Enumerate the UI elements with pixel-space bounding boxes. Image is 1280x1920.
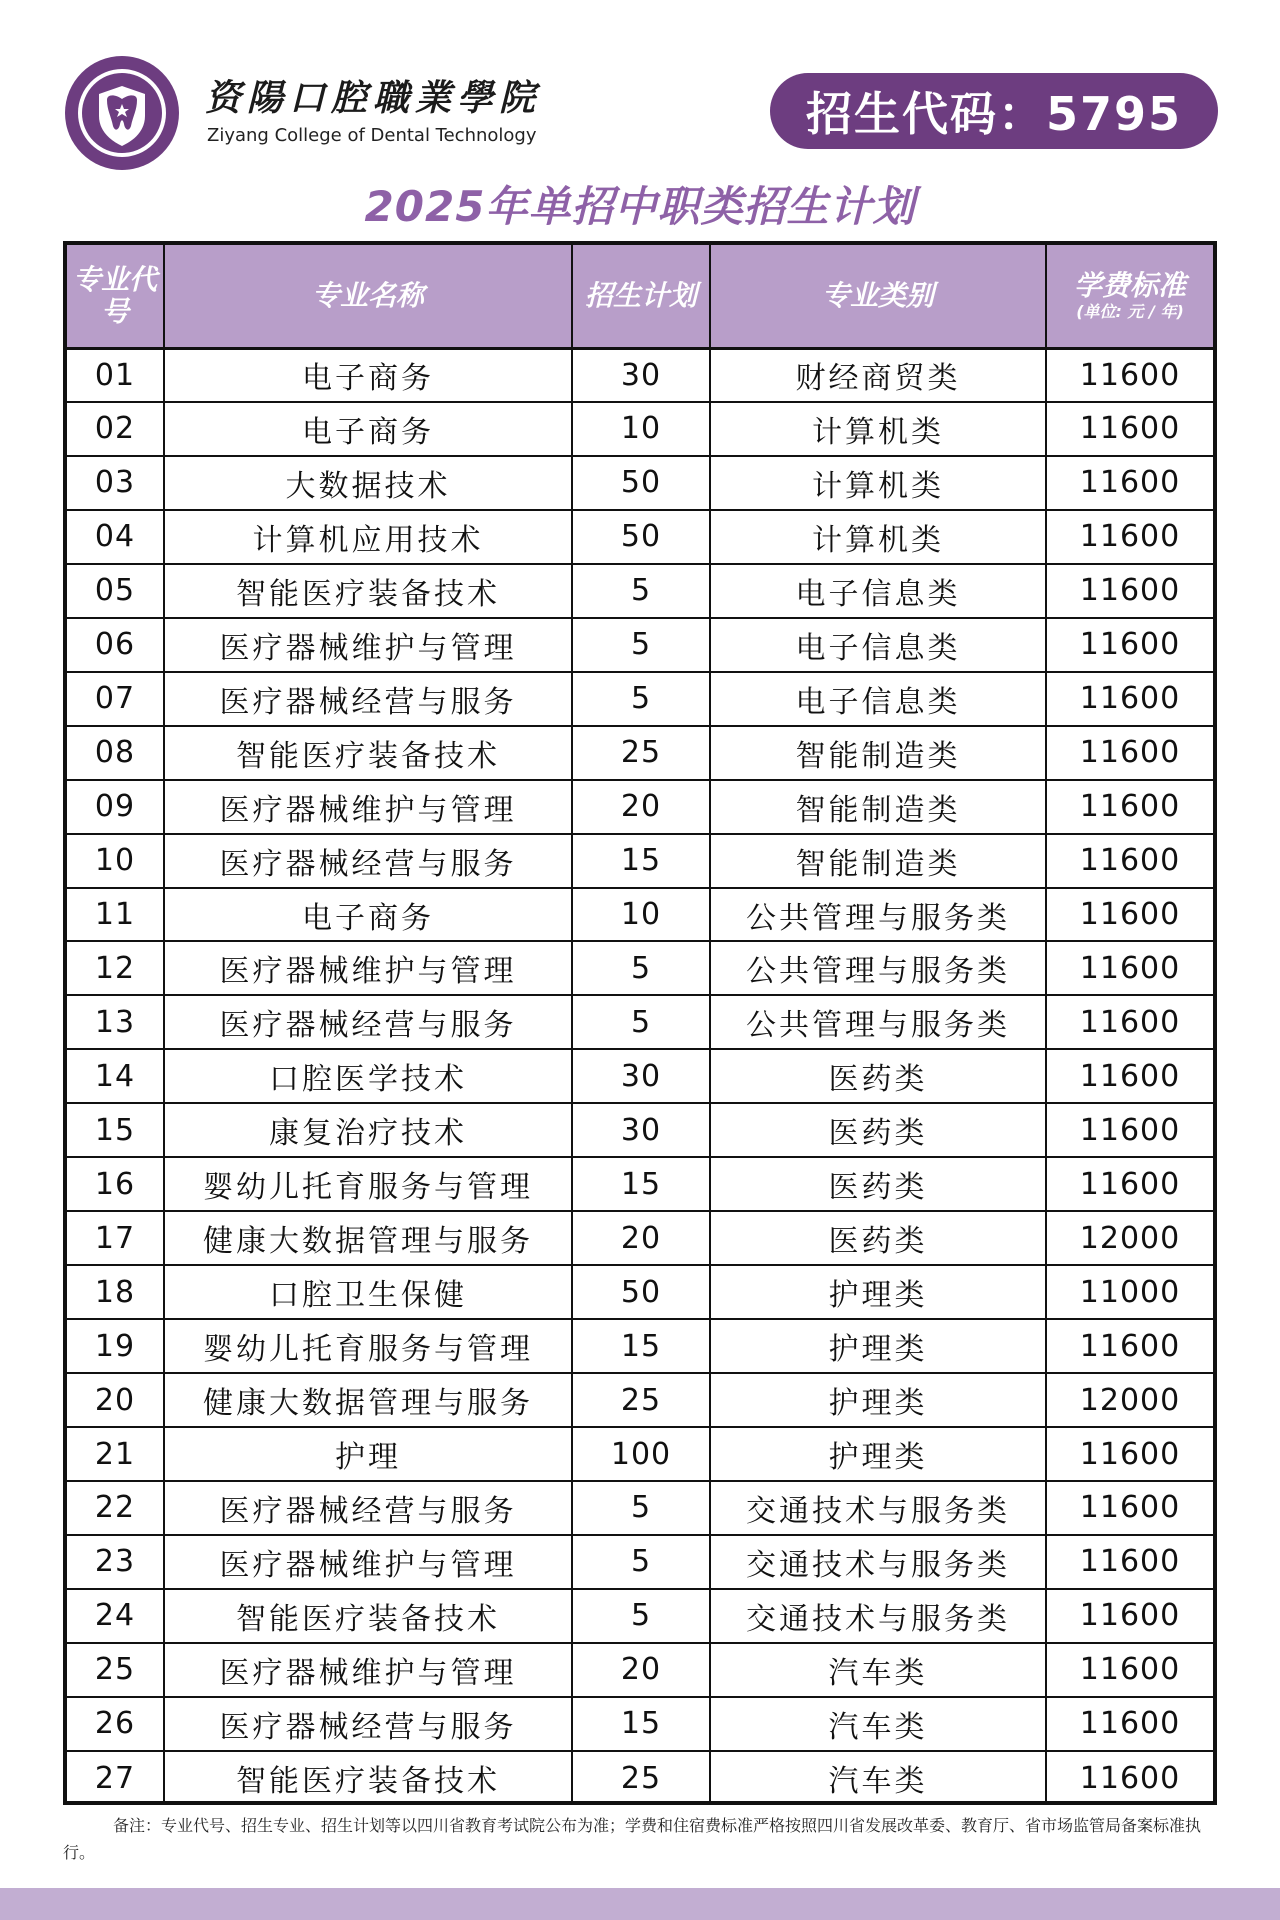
cell-category: 计算机类 (710, 402, 1046, 456)
table-row (67, 510, 1213, 564)
cell-name: 医疗器械维护与管理 (164, 941, 572, 995)
table-row (67, 1751, 1213, 1805)
cell-name: 医疗器械维护与管理 (164, 780, 572, 834)
table-row (67, 1157, 1213, 1211)
tooth-shield-logo-icon (63, 54, 181, 172)
cell-fee: 11600 (1046, 1643, 1213, 1697)
cell-category: 交通技术与服务类 (710, 1535, 1046, 1589)
table-row (67, 1211, 1213, 1265)
table-row (67, 1481, 1213, 1535)
cell-code: 02 (67, 402, 164, 456)
cell-plan: 5 (572, 1589, 710, 1643)
cell-name: 护理 (164, 1427, 572, 1481)
cell-fee: 11600 (1046, 1481, 1213, 1535)
cell-category: 公共管理与服务类 (710, 941, 1046, 995)
cell-plan: 50 (572, 510, 710, 564)
table-body (67, 348, 1213, 1805)
cell-plan: 15 (572, 834, 710, 888)
table-header-row (67, 245, 1213, 348)
cell-fee: 11000 (1046, 1265, 1213, 1319)
cell-fee: 11600 (1046, 1049, 1213, 1103)
cell-plan: 30 (572, 1103, 710, 1157)
cell-plan: 25 (572, 1373, 710, 1427)
cell-code: 12 (67, 941, 164, 995)
cell-name: 计算机应用技术 (164, 510, 572, 564)
cell-code: 23 (67, 1535, 164, 1589)
header-category: 专业类别 (710, 245, 1046, 348)
cell-fee: 11600 (1046, 618, 1213, 672)
cell-code: 15 (67, 1103, 164, 1157)
table-row (67, 672, 1213, 726)
table-row (67, 1589, 1213, 1643)
cell-code: 19 (67, 1319, 164, 1373)
cell-name: 智能医疗装备技术 (164, 1589, 572, 1643)
cell-name: 大数据技术 (164, 456, 572, 510)
cell-code: 11 (67, 888, 164, 942)
cell-fee: 11600 (1079, 1760, 1181, 1796)
cell-name: 医疗器械经营与服务 (164, 1697, 572, 1751)
cell-fee: 11600 (1046, 348, 1213, 402)
cell-code: 06 (67, 618, 164, 672)
cell-category: 交通技术与服务类 (710, 1589, 1046, 1643)
cell-plan: 10 (572, 402, 710, 456)
cell-code: 09 (67, 780, 164, 834)
cell-code: 24 (67, 1589, 164, 1643)
cell-plan: 5 (572, 564, 710, 618)
cell-category: 电子信息类 (710, 672, 1046, 726)
cell-fee: 11600 (1046, 941, 1213, 995)
cell-name: 电子商务 (164, 888, 572, 942)
cell-fee: 11600 (1046, 510, 1213, 564)
cell-fee: 11600 (1046, 726, 1213, 780)
cell-name: 医疗器械经营与服务 (164, 834, 572, 888)
table-row (67, 1319, 1213, 1373)
cell-plan: 5 (572, 1535, 710, 1589)
cell-fee: 11600 (1046, 1427, 1213, 1481)
cell-plan: 25 (572, 1751, 710, 1805)
cell-category: 计算机类 (710, 510, 1046, 564)
cell-fee: 11600 (1046, 1697, 1213, 1751)
cell-name: 医疗器械维护与管理 (164, 1535, 572, 1589)
cell-fee: 12000 (1046, 1373, 1213, 1427)
cell-fee: 12000 (1046, 1211, 1213, 1265)
cell-name: 医疗器械经营与服务 (164, 995, 572, 1049)
table-row (67, 1103, 1213, 1157)
cell-plan: 5 (572, 1481, 710, 1535)
cell-code: 17 (67, 1211, 164, 1265)
cell-fee: 11600 (1046, 834, 1213, 888)
cell-category: 医药类 (710, 1157, 1046, 1211)
cell-fee: 11600 (1046, 995, 1213, 1049)
cell-fee: 11600 (1046, 672, 1213, 726)
cell-plan: 15 (572, 1697, 710, 1751)
table-row (67, 1265, 1213, 1319)
table-row (67, 1697, 1213, 1751)
table-row (67, 726, 1213, 780)
header-fee-unit: (单位: 元 / 年) (1076, 301, 1184, 321)
cell-plan: 50 (572, 456, 710, 510)
school-name-english: Ziyang College of Dental Technology (207, 125, 537, 146)
cell-category: 医药类 (710, 1103, 1046, 1157)
table-row (67, 1535, 1213, 1589)
cell-name: 康复治疗技术 (164, 1103, 572, 1157)
cell-plan: 20 (572, 780, 710, 834)
cell-name: 婴幼儿托育服务与管理 (164, 1157, 572, 1211)
school-name-chinese: 资陽口腔職業學院 (205, 77, 542, 119)
cell-category: 计算机类 (710, 456, 1046, 510)
header-fee: 学费标准 (单位: 元 / 年) (1046, 245, 1213, 348)
cell-name: 智能医疗装备技术 (164, 564, 572, 618)
cell-category: 智能制造类 (710, 726, 1046, 780)
cell-fee: 11600 (1046, 564, 1213, 618)
plan-title: 2025年单招中职类招生计划 (364, 182, 916, 231)
cell-name: 婴幼儿托育服务与管理 (164, 1319, 572, 1373)
table-row (67, 941, 1213, 995)
table-row (67, 888, 1213, 942)
table-row (67, 1373, 1213, 1427)
cell-category: 医药类 (710, 1211, 1046, 1265)
cell-name: 电子商务 (164, 402, 572, 456)
cell-name: 智能医疗装备技术 (164, 1751, 572, 1805)
table-row (67, 1049, 1213, 1103)
cell-category: 护理类 (710, 1427, 1046, 1481)
cell-fee: 11600 (1046, 402, 1213, 456)
cell-category: 汽车类 (710, 1643, 1046, 1697)
cell-plan: 20 (572, 1211, 710, 1265)
cell-category: 汽车类 (710, 1751, 1046, 1805)
cell-code: 27 (67, 1751, 164, 1805)
cell-code: 16 (67, 1157, 164, 1211)
cell-fee: 11600 (1046, 1589, 1213, 1643)
cell-category: 智能制造类 (710, 780, 1046, 834)
table-row (67, 402, 1213, 456)
cell-category: 公共管理与服务类 (710, 888, 1046, 942)
cell-code: 25 (67, 1643, 164, 1697)
table-row (67, 1643, 1213, 1697)
cell-plan: 50 (572, 1265, 710, 1319)
cell-name: 口腔医学技术 (164, 1049, 572, 1103)
header-plan: 招生计划 (572, 245, 710, 348)
cell-code: 03 (67, 456, 164, 510)
cell-code: 13 (67, 995, 164, 1049)
cell-name: 健康大数据管理与服务 (164, 1211, 572, 1265)
cell-category: 交通技术与服务类 (710, 1481, 1046, 1535)
cell-name: 健康大数据管理与服务 (164, 1373, 572, 1427)
footer-band (0, 1888, 1280, 1920)
table-row (67, 1427, 1213, 1481)
cell-plan: 30 (572, 348, 710, 402)
cell-code: 04 (67, 510, 164, 564)
cell-code: 18 (67, 1265, 164, 1319)
cell-category: 护理类 (710, 1319, 1046, 1373)
cell-fee: 11600 (1046, 1535, 1213, 1589)
cell-name: 电子商务 (164, 348, 572, 402)
cell-category: 护理类 (710, 1373, 1046, 1427)
cell-category: 公共管理与服务类 (710, 995, 1046, 1049)
cell-fee: 11600 (1046, 1319, 1213, 1373)
table-row (67, 456, 1213, 510)
cell-plan: 20 (572, 1643, 710, 1697)
cell-plan: 10 (572, 888, 710, 942)
cell-fee: 11600 (1046, 888, 1213, 942)
cell-fee: 11600 (1046, 1157, 1213, 1211)
cell-category: 电子信息类 (710, 564, 1046, 618)
cell-name: 医疗器械经营与服务 (164, 1481, 572, 1535)
table-row (67, 618, 1213, 672)
enrollment-code-badge: 招生代码：5795 (770, 73, 1218, 149)
cell-plan: 5 (572, 672, 710, 726)
cell-plan: 25 (572, 726, 710, 780)
cell-plan: 5 (572, 618, 710, 672)
cell-plan: 100 (572, 1427, 710, 1481)
cell-name: 医疗器械维护与管理 (164, 618, 572, 672)
table-row (67, 564, 1213, 618)
header-name: 专业名称 (164, 245, 572, 348)
cell-code: 20 (67, 1373, 164, 1427)
cell-plan: 15 (572, 1157, 710, 1211)
cell-code: 01 (67, 348, 164, 402)
cell-plan: 5 (572, 941, 710, 995)
enrollment-table (63, 241, 1217, 1805)
cell-fee: 11600 (1046, 780, 1213, 834)
cell-category: 财经商贸类 (710, 348, 1046, 402)
cell-category: 汽车类 (710, 1697, 1046, 1751)
cell-category: 护理类 (710, 1265, 1046, 1319)
cell-name: 口腔卫生保健 (164, 1265, 572, 1319)
header-code: 专业代号 (67, 245, 164, 348)
cell-fee: 11600 (1046, 456, 1213, 510)
cell-name: 医疗器械经营与服务 (164, 672, 572, 726)
cell-category: 医药类 (710, 1049, 1046, 1103)
cell-fee: 11600 (1046, 1103, 1213, 1157)
cell-name: 医疗器械维护与管理 (164, 1643, 572, 1697)
cell-name: 智能医疗装备技术 (164, 726, 572, 780)
table-row (67, 995, 1213, 1049)
cell-code: 21 (67, 1427, 164, 1481)
cell-code: 14 (67, 1049, 164, 1103)
cell-plan: 30 (572, 1049, 710, 1103)
cell-code: 07 (67, 672, 164, 726)
table-row (67, 834, 1213, 888)
cell-code: 05 (67, 564, 164, 618)
cell-plan: 15 (572, 1319, 710, 1373)
cell-plan: 5 (572, 995, 710, 1049)
table-row (67, 348, 1213, 402)
cell-code: 26 (67, 1697, 164, 1751)
footnote: 备注：专业代号、招生专业、招生计划等以四川省教育考试院公布为准；学费和住宿费标准严格按照四川省发展改革委、教育厅、省市场监管局备案标准执行。 (63, 1816, 1202, 1862)
cell-code: 22 (67, 1481, 164, 1535)
cell-category: 智能制造类 (710, 834, 1046, 888)
cell-code: 10 (67, 834, 164, 888)
cell-code: 08 (67, 726, 164, 780)
table-row (67, 780, 1213, 834)
cell-category: 电子信息类 (710, 618, 1046, 672)
